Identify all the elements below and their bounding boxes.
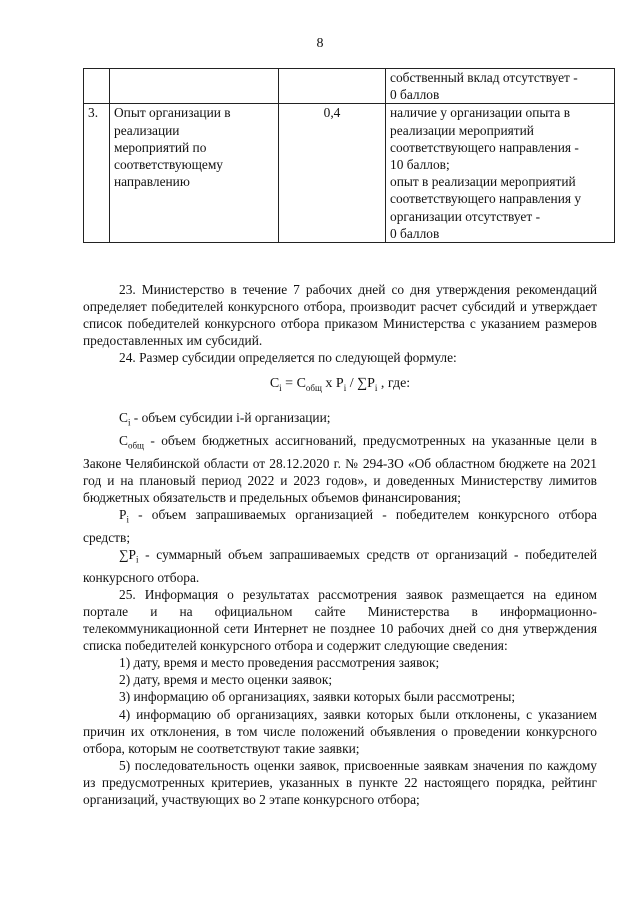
definition-subscript: i [127, 418, 131, 429]
table-row [84, 104, 615, 243]
formula-part: C [269, 376, 280, 392]
description-line: наличие у организации опыта в [390, 105, 571, 121]
definition-subscript: i [136, 554, 139, 565]
weight-cell [279, 69, 386, 104]
definition-subscript: общ [127, 440, 144, 451]
table-row [84, 69, 615, 104]
name-line: соответствующему [114, 157, 223, 173]
subsidy-formula [83, 375, 597, 397]
name-line: направлению [114, 174, 190, 190]
definition-text: - объем бюджетных ассигнований, предусмотренных на указанные цели в Законе Челябинской области от 28.12.2020 г. № 294-ЗО «Об областном бюджете на 2021 год и на плановый период 2022 и 2023 годов», и доведенных Министерству лимитов бюджетных обязательств и предельных объемов финансирования; [83, 433, 597, 506]
description-line: соответствующего направления - [390, 139, 579, 155]
definition-text: - суммарный объем запрашиваемых средств от организаций - победителей конкурсного отбора. [83, 547, 597, 585]
definition-ci [83, 409, 597, 432]
formula-part: , где: [377, 376, 411, 392]
description-line: опыт в реализации мероприятий [390, 174, 576, 190]
row-number-cell [84, 69, 110, 104]
name-line: Опыт организации в [114, 105, 231, 121]
definition-symbol: C [119, 410, 128, 426]
definition-subscript: i [126, 514, 129, 525]
document-body [83, 281, 597, 808]
definition-pi [83, 506, 597, 546]
paragraph-24: 24. Размер субсидии определяется по следующей формуле: [119, 350, 457, 366]
row-number-cell: 3. [84, 104, 110, 243]
description-line: 10 баллов; [390, 157, 450, 173]
list-item: 4) информацию об организациях, заявки которых были отклонены, с указанием причин их отклонения, в том числе положений объявления о проведении конкурсного отбора, которым не соответствуют такие заявки; [83, 706, 597, 756]
page-number: 8 [316, 36, 324, 51]
description-line: 0 баллов [390, 87, 440, 103]
formula-subscript: i [343, 383, 347, 394]
criterion-name-cell [110, 69, 279, 104]
scoring-description-cell [386, 104, 615, 243]
list-item: 2) дату, время и место оценки заявок; [119, 672, 333, 688]
description-line: соответствующего направления у [390, 191, 582, 207]
weight-cell: 0,4 [279, 104, 386, 243]
formula-subscript: i [374, 383, 378, 394]
scoring-description-cell [386, 69, 615, 104]
paragraph-23: 23. Министерство в течение 7 рабочих дней со дня утверждения рекомендаций определяет победителей конкурсного отбора, производит расчет субсидий и утверждает список победителей конкурсного отбора приказом Министерства с указанием размеров предоставленных им субсидий. [83, 282, 597, 349]
definition-text: - объем запрашиваемых организацией - победителем конкурсного отбора средств; [83, 507, 597, 545]
definition-sum [83, 546, 597, 586]
definition-symbol: ∑P [119, 547, 136, 563]
formula-subscript: i [279, 383, 282, 394]
list-item: 3) информацию об организациях, заявки которых были рассмотрены; [119, 689, 516, 705]
definition-text: - объем субсидии i-й организации; [130, 410, 331, 426]
definition-symbol: C [119, 433, 128, 449]
list-item: 5) последовательность оценки заявок, присвоенные заявкам значения по каждому из предусмотренных критериев, указанных в пункте 22 настоящего порядка, рейтинг организаций, участвующих во 2 этапе конкурсного отбора; [83, 757, 597, 808]
name-line: реализации [114, 122, 180, 138]
description-line: организации отсутствует - [390, 208, 541, 224]
list-item: 1) дату, время и место проведения рассмотрения заявок; [119, 655, 440, 671]
paragraph-25: 25. Информация о результатах рассмотрения заявок размещается на едином портале и на официальном сайте Министерства в информационно-телекоммуникационной сети Интернет не позднее 10 рабочих дней со дня утверждения списка победителей конкурсного отбора и содержит следующие сведения: [83, 586, 597, 654]
formula-part: / ∑P [346, 376, 375, 392]
definition-cobsh [83, 432, 597, 506]
formula-part: x P [321, 376, 344, 392]
criterion-name-cell [110, 104, 279, 243]
formula-subscript: общ [305, 383, 322, 394]
description-line: реализации мероприятий [390, 122, 534, 138]
description-line: 0 баллов [390, 225, 440, 241]
definition-symbol: P [119, 507, 127, 523]
criteria-table [83, 68, 615, 243]
name-line: мероприятий по [114, 139, 207, 155]
formula-part: = C [281, 376, 306, 392]
description-line: собственный вклад отсутствует - [390, 70, 578, 85]
